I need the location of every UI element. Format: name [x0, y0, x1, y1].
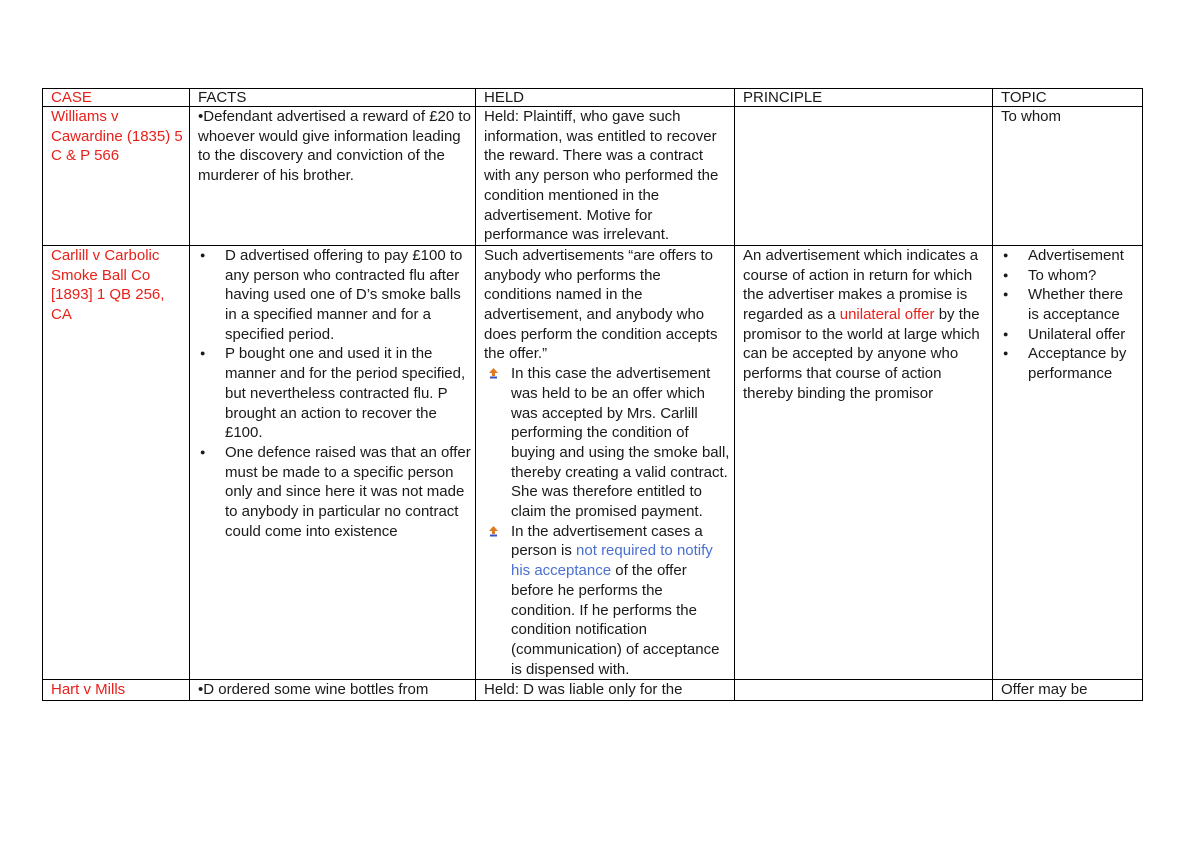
topic-cell: Offer may be	[993, 680, 1143, 701]
list-item: ● One defence raised was that an offer must be made to a specific person only and since here it was not made to anybody in particular no contract could come into existence	[198, 443, 471, 542]
table-row	[43, 680, 1143, 701]
list-item: ● P bought one and used it in the manner and for the period specified, but nevertheless contracted flu. P brought an action to recover the £100.	[198, 344, 471, 443]
list-item	[484, 364, 730, 522]
held-points	[484, 364, 730, 679]
held-cell: Held: D was liable only for the	[476, 680, 735, 701]
facts-cell: •D ordered some wine bottles from	[190, 680, 476, 701]
list-item: ● To whom?	[1001, 266, 1138, 286]
header-principle: PRINCIPLE	[735, 89, 993, 107]
header-case: CASE	[43, 89, 190, 107]
principle-cell	[735, 107, 993, 246]
header-row	[43, 89, 1143, 107]
held-intro: Such advertisements “are offers to anybody who performs the conditions named in the advertisement, and anybody who does perform the condition accepts the offer.”	[484, 246, 718, 363]
held-point-text: In this case the advertisement was held to be an offer which was accepted by Mrs. Carlill performing the condition of buying and using the smoke ball, thereby creating a valid contract. She was therefore entitled to claim the promised payment.	[511, 365, 730, 521]
list-item: ● D advertised offering to pay £100 to any person who contracted flu after having used one of D’s smoke balls in a specified manner and for a specified period.	[198, 246, 471, 345]
facts-cell	[190, 245, 476, 679]
principle-text: An advertisement which indicates a course of action in return for which the advertiser makes a promise is regarded as a	[743, 246, 979, 324]
case-table	[42, 88, 1143, 701]
facts-cell: •Defendant advertised a reward of £20 to whoever would give information leading to the discovery and conviction of the murderer of his brother.	[190, 107, 476, 246]
list-item: ● Whether there is acceptance	[1001, 285, 1138, 324]
facts-list	[198, 246, 471, 542]
list-item: ● Advertisement	[1001, 246, 1138, 266]
list-item	[484, 522, 730, 680]
held-point-text: of the offer before he performs the condition. If he performs the condition notification (communication) of acceptance is dispensed with.	[511, 562, 720, 678]
topic-list	[1001, 246, 1138, 384]
header-topic: TOPIC	[993, 89, 1143, 107]
topic-cell: To whom	[993, 107, 1143, 246]
header-facts: FACTS	[190, 89, 476, 107]
principle-cell	[735, 680, 993, 701]
case-name: Williams v Cawardine (1835) 5 C & P 566	[43, 107, 190, 246]
table-row	[43, 107, 1143, 246]
principle-cell	[735, 245, 993, 679]
held-cell	[476, 245, 735, 679]
case-name: Hart v Mills	[43, 680, 190, 701]
list-item: ● Acceptance by performance	[1001, 344, 1138, 383]
case-name: Carlill v Carbolic Smoke Ball Co [1893] 1 QB 256, CA	[43, 245, 190, 679]
highlight-text: unilateral offer	[839, 306, 935, 324]
topic-cell	[993, 245, 1143, 679]
arrow-bullet-icon	[488, 526, 499, 537]
header-held: HELD	[476, 89, 735, 107]
highlight-text: not required to notify his acceptance	[511, 542, 713, 580]
table-row	[43, 245, 1143, 679]
held-cell: Held: Plaintiff, who gave such information, was entitled to recover the reward. There was a contract with any person who performed the condition mentioned in the advertisement. Motive for performance was irrelevant.	[476, 107, 735, 246]
held-point-text: In the advertisement cases a person is	[511, 522, 703, 560]
list-item: ● Unilateral offer	[1001, 325, 1138, 345]
arrow-bullet-icon	[488, 368, 499, 379]
principle-text: by the promisor to the world at large which can be accepted by anyone who performs that course of action thereby binding the promisor	[743, 306, 980, 402]
